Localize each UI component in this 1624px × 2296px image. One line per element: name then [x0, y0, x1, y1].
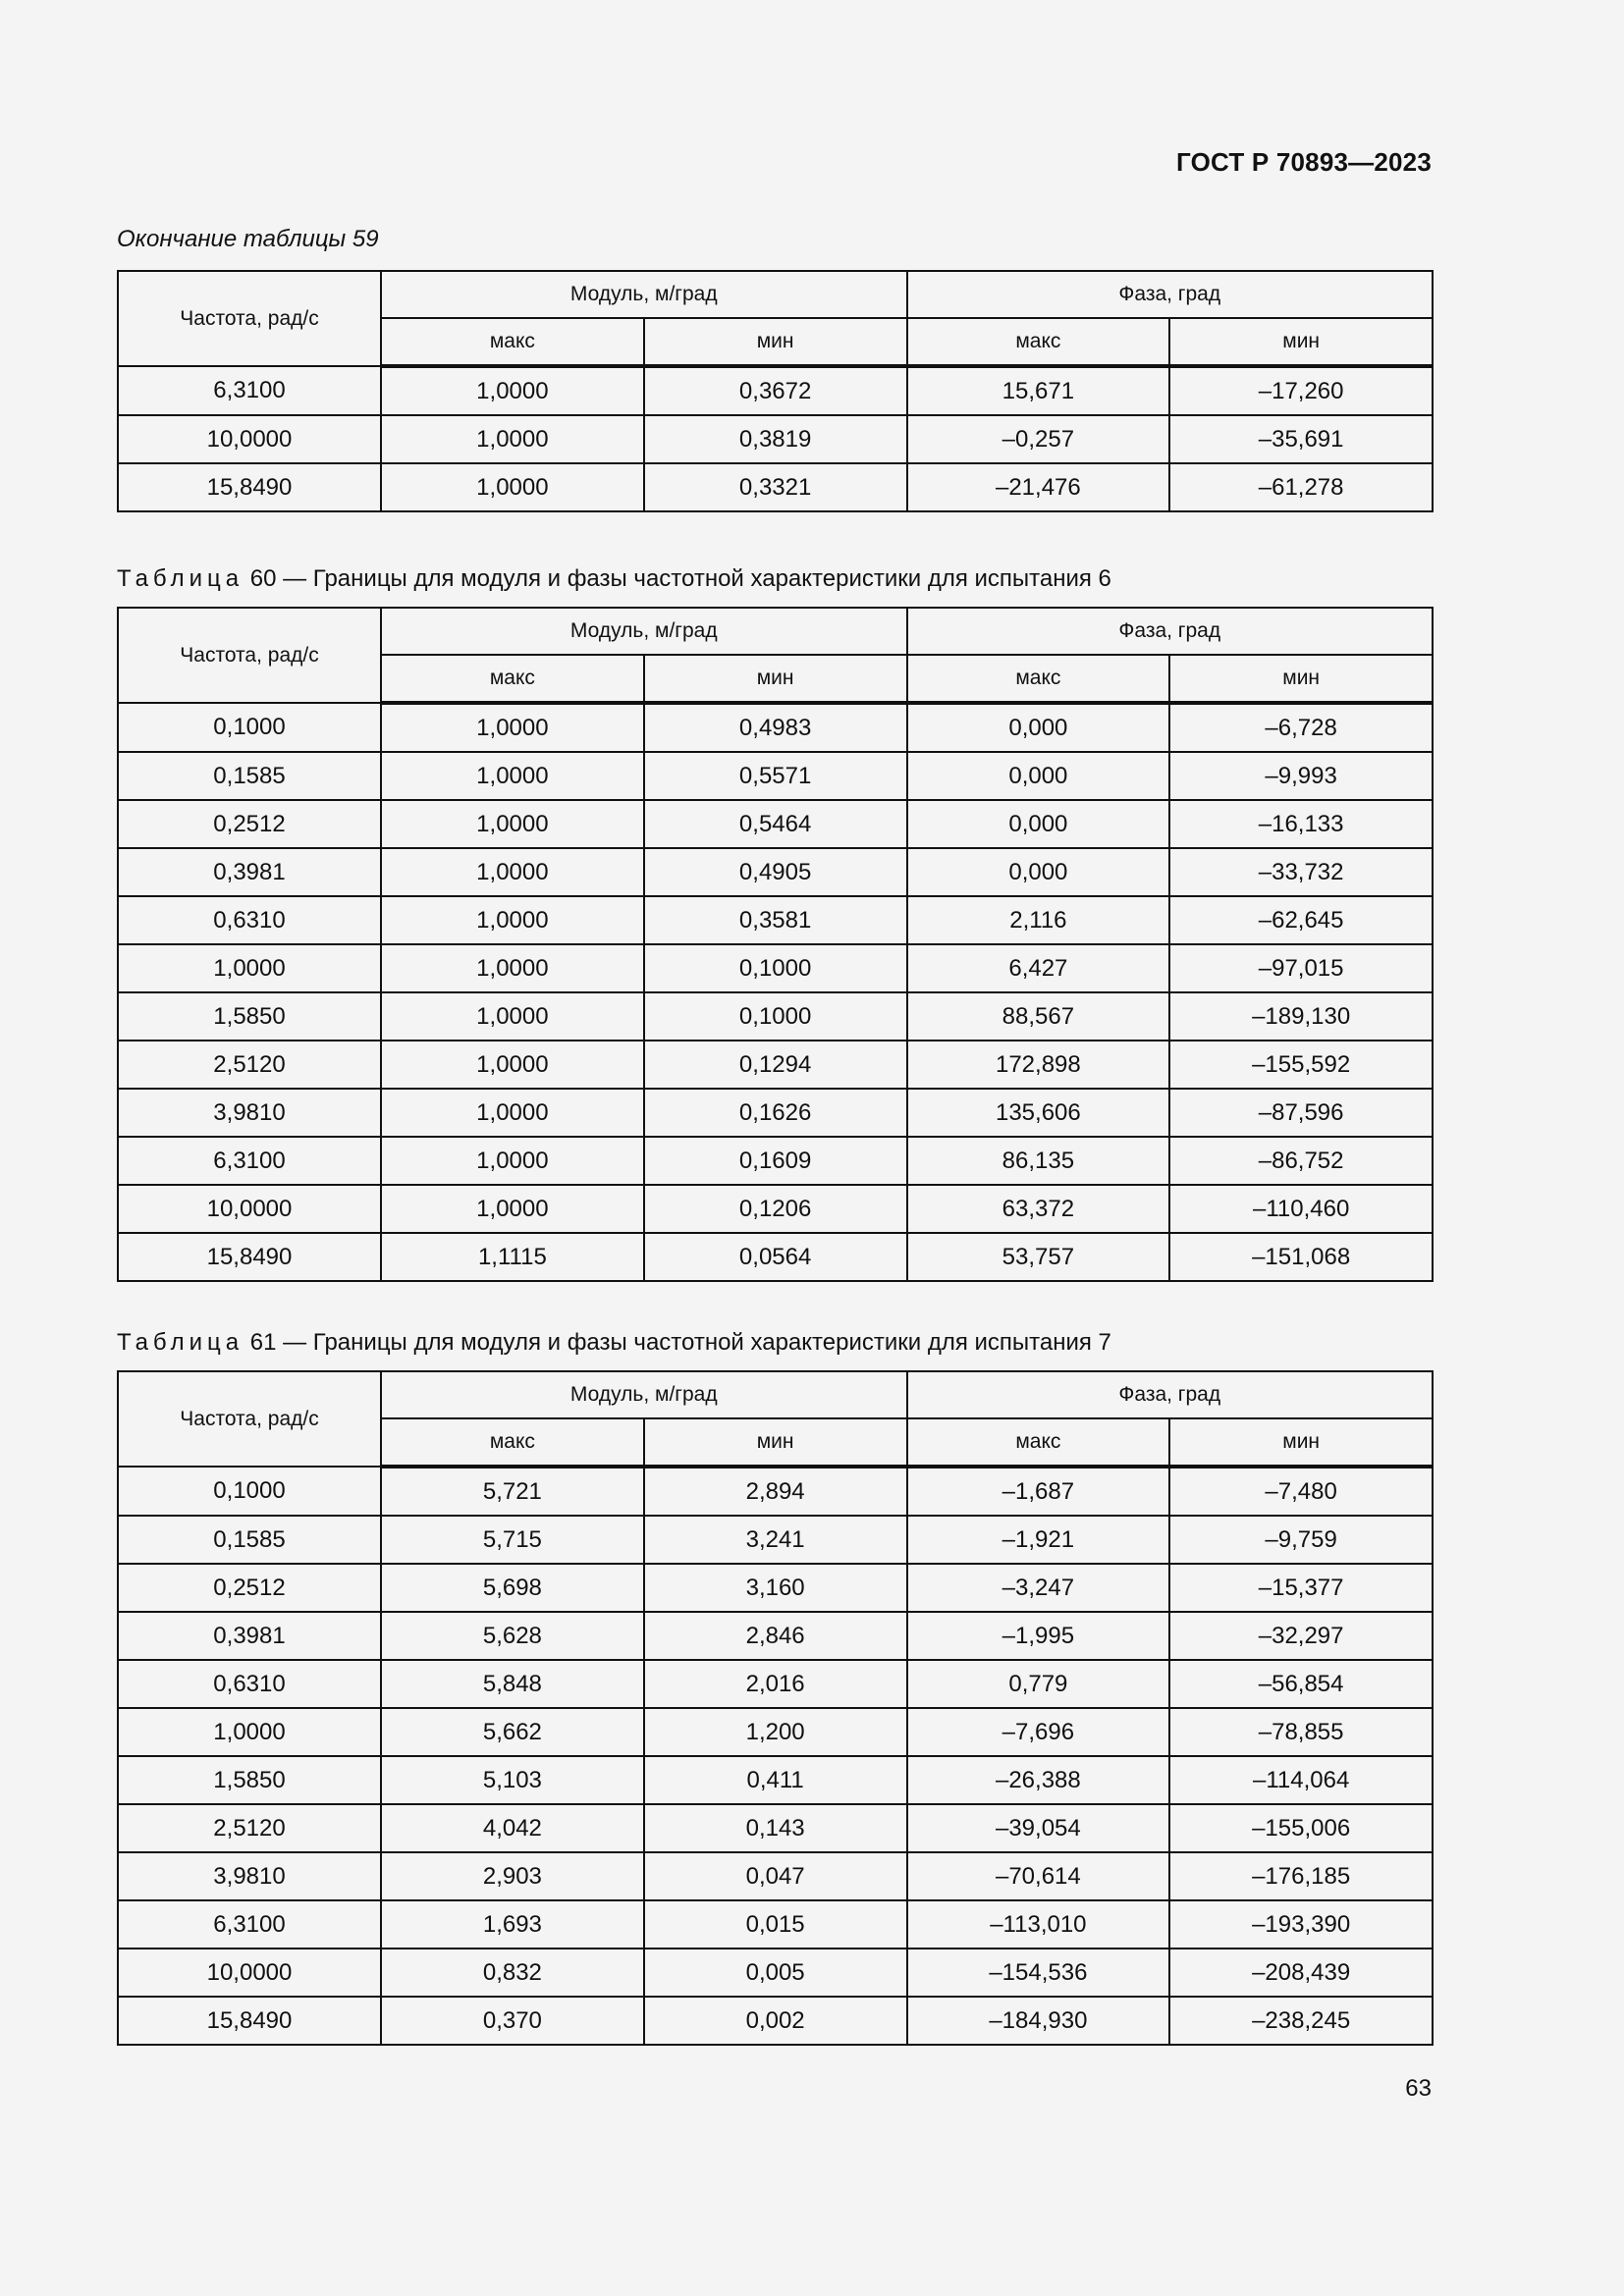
modulus-min-cell: 0,3672: [644, 366, 907, 415]
table-60-caption-word: Таблица: [117, 565, 244, 592]
table-59: [117, 270, 1434, 512]
phase-min-cell: –15,377: [1169, 1564, 1433, 1612]
frequency-cell: 3,9810: [118, 1089, 381, 1137]
frequency-cell: 10,0000: [118, 1949, 381, 1997]
frequency-cell: 0,3981: [118, 1612, 381, 1660]
frequency-cell: 0,1000: [118, 703, 381, 752]
document-header: ГОСТ Р 70893—2023: [1176, 147, 1432, 177]
modulus-max-cell: 1,0000: [381, 848, 644, 896]
phase-max-header: макс: [907, 318, 1170, 366]
frequency-cell: 15,8490: [118, 463, 381, 511]
modulus-max-cell: 1,0000: [381, 896, 644, 944]
table-row: [118, 1660, 1433, 1708]
modulus-max-cell: 1,0000: [381, 944, 644, 992]
modulus-min-cell: 0,4905: [644, 848, 907, 896]
phase-max-cell: –1,687: [907, 1467, 1170, 1516]
table-body: [118, 366, 1433, 511]
phase-min-cell: –56,854: [1169, 1660, 1433, 1708]
phase-header: Фаза, град: [907, 1371, 1434, 1418]
modulus-min-cell: 0,1609: [644, 1137, 907, 1185]
modulus-max-cell: 1,693: [381, 1900, 644, 1949]
table-row: [118, 1516, 1433, 1564]
phase-max-cell: 0,000: [907, 703, 1170, 752]
table-row: [118, 1089, 1433, 1137]
phase-min-cell: –97,015: [1169, 944, 1433, 992]
table-row: [118, 1467, 1433, 1516]
phase-min-cell: –110,460: [1169, 1185, 1433, 1233]
table-row: [118, 848, 1433, 896]
modulus-min-cell: 3,241: [644, 1516, 907, 1564]
phase-max-cell: 172,898: [907, 1041, 1170, 1089]
table-row: [118, 800, 1433, 848]
modulus-max-cell: 1,0000: [381, 703, 644, 752]
modulus-max-cell: 1,0000: [381, 752, 644, 800]
phase-min-cell: –238,245: [1169, 1997, 1433, 2045]
modulus-min-cell: 0,1294: [644, 1041, 907, 1089]
phase-min-cell: –32,297: [1169, 1612, 1433, 1660]
phase-max-cell: 0,779: [907, 1660, 1170, 1708]
modulus-min-cell: 0,005: [644, 1949, 907, 1997]
phase-max-header: макс: [907, 1418, 1170, 1467]
modulus-max-cell: 2,903: [381, 1852, 644, 1900]
table-row: [118, 1804, 1433, 1852]
modulus-max-cell: 0,832: [381, 1949, 644, 1997]
table-60: [117, 607, 1434, 1282]
page-number: 63: [1405, 2075, 1432, 2102]
modulus-header: Модуль, м/град: [381, 271, 907, 318]
modulus-max-cell: 1,0000: [381, 800, 644, 848]
modulus-min-cell: 0,5571: [644, 752, 907, 800]
frequency-cell: 6,3100: [118, 1137, 381, 1185]
frequency-cell: 15,8490: [118, 1997, 381, 2045]
frequency-cell: 0,3981: [118, 848, 381, 896]
phase-min-cell: –208,439: [1169, 1949, 1433, 1997]
modulus-min-cell: 0,3581: [644, 896, 907, 944]
phase-header: Фаза, град: [907, 608, 1434, 655]
frequency-cell: 1,5850: [118, 1756, 381, 1804]
phase-max-cell: –3,247: [907, 1564, 1170, 1612]
table-row: [118, 1612, 1433, 1660]
phase-max-cell: 88,567: [907, 992, 1170, 1041]
phase-min-cell: –6,728: [1169, 703, 1433, 752]
modulus-max-header: макс: [381, 318, 644, 366]
modulus-min-cell: 0,411: [644, 1756, 907, 1804]
modulus-max-cell: 5,715: [381, 1516, 644, 1564]
table-61-caption: [117, 1329, 1111, 1357]
phase-min-cell: –7,480: [1169, 1467, 1433, 1516]
modulus-max-cell: 0,370: [381, 1997, 644, 2045]
frequency-cell: 1,5850: [118, 992, 381, 1041]
phase-min-header: мин: [1169, 655, 1433, 703]
modulus-min-header: мин: [644, 655, 907, 703]
modulus-max-cell: 1,0000: [381, 366, 644, 415]
phase-max-cell: –113,010: [907, 1900, 1170, 1949]
phase-max-cell: 2,116: [907, 896, 1170, 944]
phase-min-cell: –86,752: [1169, 1137, 1433, 1185]
table-row: [118, 992, 1433, 1041]
phase-max-cell: –39,054: [907, 1804, 1170, 1852]
phase-min-cell: –176,185: [1169, 1852, 1433, 1900]
phase-min-header: мин: [1169, 1418, 1433, 1467]
phase-max-header: макс: [907, 655, 1170, 703]
phase-max-cell: –7,696: [907, 1708, 1170, 1756]
modulus-min-cell: 0,002: [644, 1997, 907, 2045]
table-61-caption-word: Таблица: [117, 1329, 244, 1356]
phase-min-cell: –114,064: [1169, 1756, 1433, 1804]
table-row: [118, 752, 1433, 800]
table-row: [118, 1949, 1433, 1997]
modulus-max-cell: 1,0000: [381, 415, 644, 463]
frequency-cell: 0,2512: [118, 800, 381, 848]
table-body: [118, 1467, 1433, 2045]
modulus-min-cell: 3,160: [644, 1564, 907, 1612]
modulus-max-cell: 5,662: [381, 1708, 644, 1756]
table-59-caption: Окончание таблицы 59: [117, 226, 379, 252]
table-body: [118, 703, 1433, 1281]
table-61-caption-text: 61 — Границы для модуля и фазы частотной характеристики для испытания 7: [244, 1329, 1111, 1356]
frequency-cell: 0,6310: [118, 1660, 381, 1708]
modulus-max-cell: 5,628: [381, 1612, 644, 1660]
frequency-cell: 1,0000: [118, 944, 381, 992]
modulus-max-cell: 5,721: [381, 1467, 644, 1516]
table-row: [118, 896, 1433, 944]
table-row: [118, 415, 1433, 463]
modulus-header: Модуль, м/град: [381, 608, 907, 655]
phase-max-cell: –1,995: [907, 1612, 1170, 1660]
table-60-caption-text: 60 — Границы для модуля и фазы частотной характеристики для испытания 6: [244, 565, 1111, 592]
phase-min-cell: –9,993: [1169, 752, 1433, 800]
phase-max-cell: 0,000: [907, 800, 1170, 848]
frequency-header: Частота, рад/с: [118, 1371, 381, 1467]
phase-min-cell: –189,130: [1169, 992, 1433, 1041]
table-row: [118, 1185, 1433, 1233]
table-row: [118, 1564, 1433, 1612]
modulus-min-cell: 0,1000: [644, 992, 907, 1041]
modulus-max-header: макс: [381, 1418, 644, 1467]
table-61: [117, 1370, 1434, 2046]
frequency-cell: 6,3100: [118, 1900, 381, 1949]
phase-min-cell: –155,592: [1169, 1041, 1433, 1089]
modulus-min-cell: 2,846: [644, 1612, 907, 1660]
table-row: [118, 1233, 1433, 1281]
modulus-min-cell: 0,0564: [644, 1233, 907, 1281]
frequency-cell: 2,5120: [118, 1041, 381, 1089]
modulus-min-cell: 0,015: [644, 1900, 907, 1949]
phase-min-cell: –16,133: [1169, 800, 1433, 848]
phase-min-cell: –35,691: [1169, 415, 1433, 463]
frequency-cell: 10,0000: [118, 415, 381, 463]
frequency-cell: 0,2512: [118, 1564, 381, 1612]
modulus-min-cell: 1,200: [644, 1708, 907, 1756]
phase-max-cell: –21,476: [907, 463, 1170, 511]
phase-min-cell: –61,278: [1169, 463, 1433, 511]
phase-max-cell: –70,614: [907, 1852, 1170, 1900]
phase-max-cell: –0,257: [907, 415, 1170, 463]
phase-max-cell: 63,372: [907, 1185, 1170, 1233]
phase-min-cell: –62,645: [1169, 896, 1433, 944]
phase-min-cell: –193,390: [1169, 1900, 1433, 1949]
modulus-max-cell: 4,042: [381, 1804, 644, 1852]
table-row: [118, 944, 1433, 992]
modulus-min-cell: 0,143: [644, 1804, 907, 1852]
phase-max-cell: 135,606: [907, 1089, 1170, 1137]
phase-min-cell: –9,759: [1169, 1516, 1433, 1564]
frequency-cell: 2,5120: [118, 1804, 381, 1852]
modulus-min-cell: 0,5464: [644, 800, 907, 848]
phase-max-cell: 6,427: [907, 944, 1170, 992]
frequency-header: Частота, рад/с: [118, 608, 381, 703]
table-60-caption: [117, 565, 1111, 593]
modulus-min-cell: 0,1206: [644, 1185, 907, 1233]
modulus-min-cell: 0,1626: [644, 1089, 907, 1137]
phase-max-cell: 0,000: [907, 848, 1170, 896]
phase-max-cell: –26,388: [907, 1756, 1170, 1804]
phase-max-cell: –154,536: [907, 1949, 1170, 1997]
phase-min-header: мин: [1169, 318, 1433, 366]
phase-min-cell: –87,596: [1169, 1089, 1433, 1137]
modulus-min-header: мин: [644, 318, 907, 366]
modulus-min-cell: 0,047: [644, 1852, 907, 1900]
frequency-cell: 0,1585: [118, 752, 381, 800]
modulus-max-cell: 5,848: [381, 1660, 644, 1708]
table-row: [118, 703, 1433, 752]
table-row: [118, 1137, 1433, 1185]
modulus-max-cell: 1,0000: [381, 1185, 644, 1233]
phase-min-cell: –78,855: [1169, 1708, 1433, 1756]
frequency-cell: 10,0000: [118, 1185, 381, 1233]
table-row: [118, 366, 1433, 415]
table-row: [118, 1041, 1433, 1089]
frequency-cell: 6,3100: [118, 366, 381, 415]
modulus-min-cell: 0,4983: [644, 703, 907, 752]
frequency-cell: 15,8490: [118, 1233, 381, 1281]
table-row: [118, 1852, 1433, 1900]
modulus-max-cell: 5,103: [381, 1756, 644, 1804]
phase-max-cell: 86,135: [907, 1137, 1170, 1185]
phase-header: Фаза, град: [907, 271, 1434, 318]
modulus-max-cell: 1,1115: [381, 1233, 644, 1281]
modulus-min-cell: 0,1000: [644, 944, 907, 992]
modulus-min-header: мин: [644, 1418, 907, 1467]
table-row: [118, 1997, 1433, 2045]
frequency-header: Частота, рад/с: [118, 271, 381, 366]
modulus-min-cell: 2,894: [644, 1467, 907, 1516]
table-row: [118, 463, 1433, 511]
phase-min-cell: –33,732: [1169, 848, 1433, 896]
frequency-cell: 1,0000: [118, 1708, 381, 1756]
phase-min-cell: –155,006: [1169, 1804, 1433, 1852]
frequency-cell: 0,6310: [118, 896, 381, 944]
phase-max-cell: 15,671: [907, 366, 1170, 415]
frequency-cell: 3,9810: [118, 1852, 381, 1900]
modulus-header: Модуль, м/град: [381, 1371, 907, 1418]
table-row: [118, 1708, 1433, 1756]
modulus-min-cell: 2,016: [644, 1660, 907, 1708]
modulus-max-header: макс: [381, 655, 644, 703]
phase-min-cell: –17,260: [1169, 366, 1433, 415]
frequency-cell: 0,1585: [118, 1516, 381, 1564]
phase-max-cell: –1,921: [907, 1516, 1170, 1564]
modulus-max-cell: 1,0000: [381, 463, 644, 511]
modulus-max-cell: 1,0000: [381, 1089, 644, 1137]
modulus-min-cell: 0,3819: [644, 415, 907, 463]
modulus-max-cell: 5,698: [381, 1564, 644, 1612]
frequency-cell: 0,1000: [118, 1467, 381, 1516]
modulus-max-cell: 1,0000: [381, 1041, 644, 1089]
modulus-min-cell: 0,3321: [644, 463, 907, 511]
phase-max-cell: 0,000: [907, 752, 1170, 800]
table-row: [118, 1756, 1433, 1804]
modulus-max-cell: 1,0000: [381, 992, 644, 1041]
phase-min-cell: –151,068: [1169, 1233, 1433, 1281]
modulus-max-cell: 1,0000: [381, 1137, 644, 1185]
table-row: [118, 1900, 1433, 1949]
phase-max-cell: 53,757: [907, 1233, 1170, 1281]
phase-max-cell: –184,930: [907, 1997, 1170, 2045]
